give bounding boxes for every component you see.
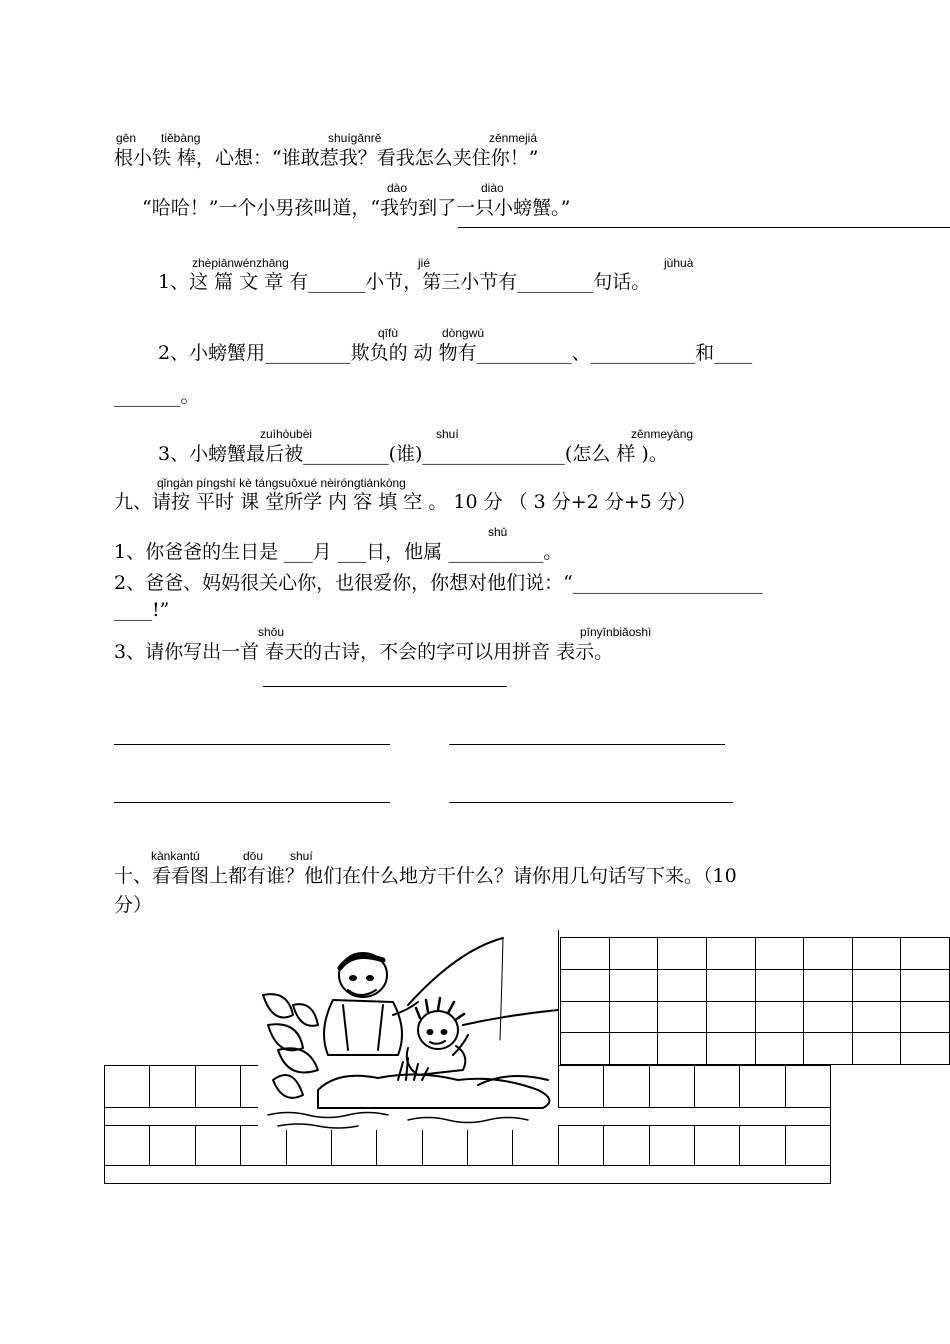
pinyin-juhua: jùhuà [664, 256, 694, 270]
pinyin-pinyinbiaoshi: pīnyīnbiǎoshì [580, 625, 652, 639]
pinyin-dou: dōu [243, 849, 264, 863]
pinyin-kankantu: kànkantú [151, 849, 200, 863]
pinyin-jie: jié [418, 256, 431, 270]
section9-item-2-cont: ____!” [114, 599, 170, 621]
section10-title: 十、看看图上都有谁？他们在什么地方干什么？请你用几句话写下来。（10 [114, 865, 737, 887]
pinyin-zenmejia: zěnmejiá [489, 131, 538, 145]
answer-line[interactable] [458, 227, 950, 228]
pinyin-shui-2: shuí [290, 849, 313, 863]
poem-line-4[interactable] [449, 802, 733, 803]
story-line-2: “哈哈！”一个小男孩叫道，“我钓到了一只小螃蟹。” [142, 197, 571, 219]
question-2: 2、小螃蟹用_________欺负的 动 物有__________、___________和____ [158, 342, 753, 364]
section9-item-3: 3、请你写出一首 春天的古诗，不会的字可以用拼音 表示。 [114, 641, 614, 663]
section9-title: 九、请按 平时 课 堂所学 内 容 填 空 。 10 分 （ 3 分+2 分+5 分） [114, 491, 696, 513]
poem-line-1[interactable] [114, 744, 390, 745]
poem-line-3[interactable] [114, 802, 390, 803]
pinyin-shui: shuí [436, 427, 459, 441]
fishing-drawing [258, 930, 558, 1130]
pinyin-zhepianwenzhang: zhèpiānwénzhāng [192, 256, 289, 270]
pinyin-dao: dào [387, 181, 408, 195]
poem-line-2[interactable] [449, 744, 725, 745]
pinyin-shou: shǒu [258, 625, 285, 639]
question-3: 3、小螃蟹最后被_________(谁)_______________(怎么 样 )。 [158, 443, 668, 465]
poem-title-line[interactable] [263, 686, 507, 687]
section10-title-cont: 分） [114, 894, 153, 916]
pinyin-qifu: qīfù [378, 326, 399, 340]
pinyin-tiebang: tiěbàng [161, 131, 201, 145]
pinyin-shuiganre: shuígǎnrě [328, 131, 382, 145]
story-line-1: 根小铁 棒，心想：“谁敢惹我？看我怎么夹住你！” [114, 147, 539, 169]
pinyin-diao: diào [481, 181, 504, 195]
fishing-illustration [258, 930, 558, 1130]
pinyin-shu: shǔ [488, 525, 508, 539]
question-2-cont: _______。 [114, 385, 200, 407]
writing-grid-spacer-2 [104, 1165, 831, 1184]
pinyin-zuihoubei: zuìhòubèi [260, 427, 313, 441]
pinyin-zenmeyang: zěnmeyàng [631, 427, 694, 441]
section9-item-2: 2、爸爸、妈妈很关心你，也很爱你，你想对他们说：“____________________ [114, 572, 763, 594]
section9-pinyin: qǐngàn píngshí kè tángsuǒxué nèiróngtiánkòng [157, 476, 406, 490]
writing-grid-row-2[interactable] [104, 1125, 831, 1166]
pinyin-dongwu: dòngwù [442, 326, 485, 340]
writing-grid-right[interactable] [560, 937, 950, 1065]
pinyin-gen: gēn [116, 131, 137, 145]
question-1: 1、这 篇 文 章 有______小节，第三小节有________句话。 [158, 271, 651, 293]
section9-item-1: 1、你爸爸的生日是 ___月 ___日，他属 __________。 [114, 541, 563, 563]
